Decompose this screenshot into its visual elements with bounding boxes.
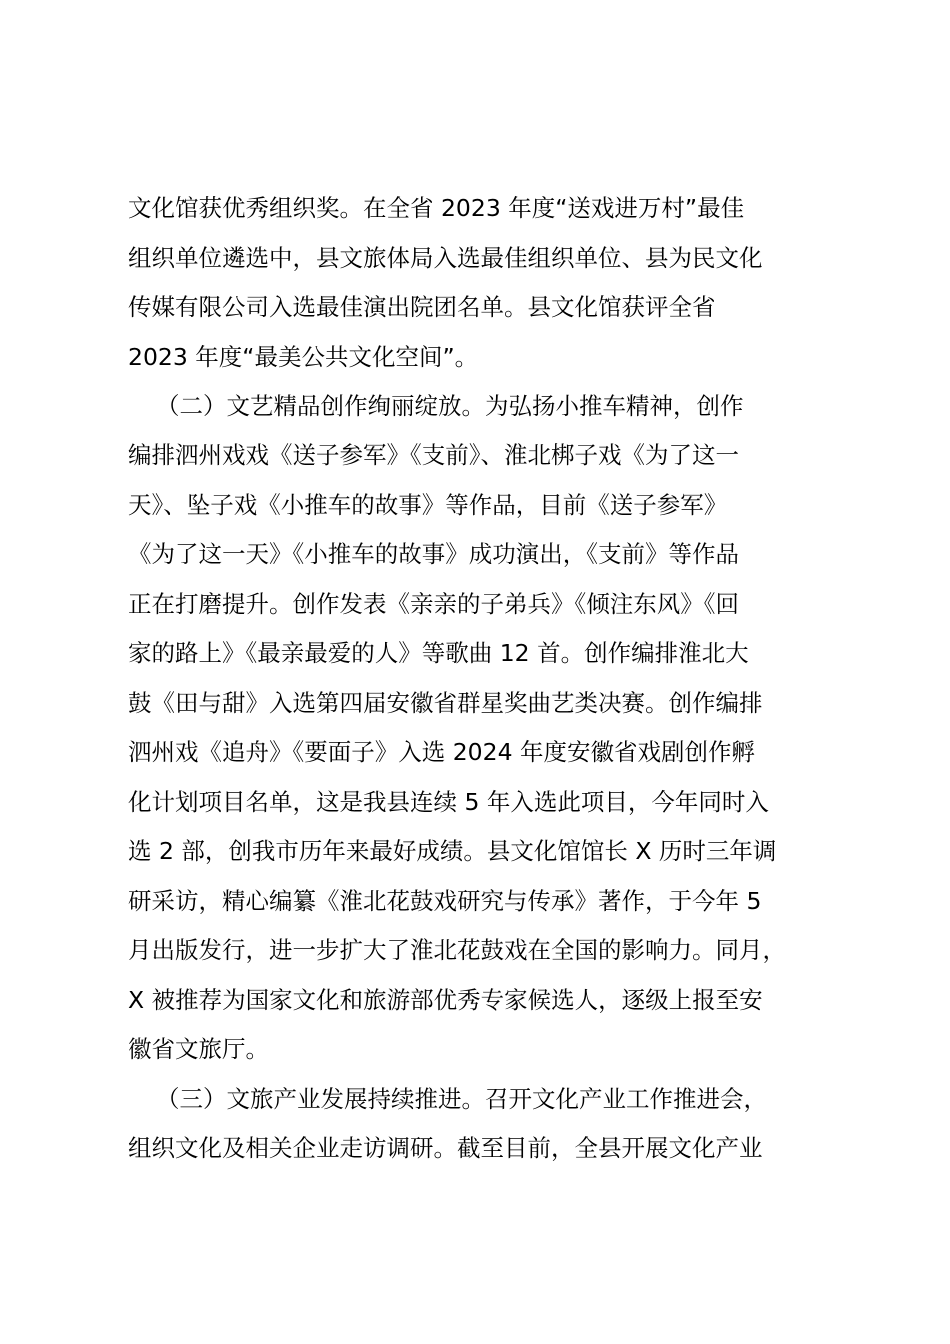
paragraph-3-line-2: 组织文化及相关企业走访调研。截至目前，全县开展文化产业 xyxy=(128,1134,763,1162)
paragraph-1-line-2: 组织单位遴选中，县文旅体局入选最佳组织单位、县为民文化 xyxy=(128,244,763,272)
paragraph-2-line-3: 天》、坠子戏《小推车的故事》等作品，目前《送子参军》 xyxy=(128,491,728,519)
paragraph-2-line-4: 《为了这一天》《小推车的故事》成功演出，《支前》等作品 xyxy=(128,540,739,568)
paragraph-2-line-13: X 被推荐为国家文化和旅游部优秀专家候选人，逐级上报至安 xyxy=(128,986,763,1014)
paragraph-1-line-1: 文化馆获优秀组织奖。在全省 2023 年度“送戏进万村”最佳 xyxy=(128,194,745,222)
paragraph-2-line-5: 正在打磨提升。创作发表《亲亲的子弟兵》《倾注东风》《回 xyxy=(128,590,739,618)
paragraph-2-line-9: 化计划项目名单，这是我县连续 5 年入选此项目，今年同时入 xyxy=(128,788,769,816)
section-3-heading-line: （三）文旅产业发展持续推进。召开文化产业工作推进会， xyxy=(156,1085,767,1113)
paragraph-2-line-12: 月出版发行，进一步扩大了淮北花鼓戏在全国的影响力。同月， xyxy=(128,936,786,964)
paragraph-1-line-3: 传媒有限公司入选最佳演出院团名单。县文化馆获评全省 xyxy=(128,293,716,321)
paragraph-2-line-11: 研采访，精心编纂《淮北花鼓戏研究与传承》著作，于今年 5 xyxy=(128,887,762,915)
paragraph-2-line-10: 选 2 部，创我市历年来最好成绩。县文化馆馆长 X 历时三年调 xyxy=(128,837,777,865)
paragraph-1-line-4: 2023 年度“最美公共文化空间”。 xyxy=(128,343,479,371)
paragraph-2-line-7: 鼓《田与甜》入选第四届安徽省群星奖曲艺类决赛。创作编排 xyxy=(128,689,763,717)
paragraph-2-line-8: 泗州戏《追舟》《要面子》入选 2024 年度安徽省戏剧创作孵 xyxy=(128,738,755,766)
paragraph-2-line-2: 编排泗州戏戏《送子参军》《支前》、淮北梆子戏《为了这一 xyxy=(128,441,739,469)
paragraph-2-line-6: 家的路上》《最亲最爱的人》等歌曲 12 首。创作编排淮北大 xyxy=(128,639,749,667)
section-2-heading-line: （二）文艺精品创作绚丽绽放。为弘扬小推车精神，创作 xyxy=(156,392,744,420)
paragraph-2-line-14: 徽省文旅厅。 xyxy=(128,1035,269,1063)
